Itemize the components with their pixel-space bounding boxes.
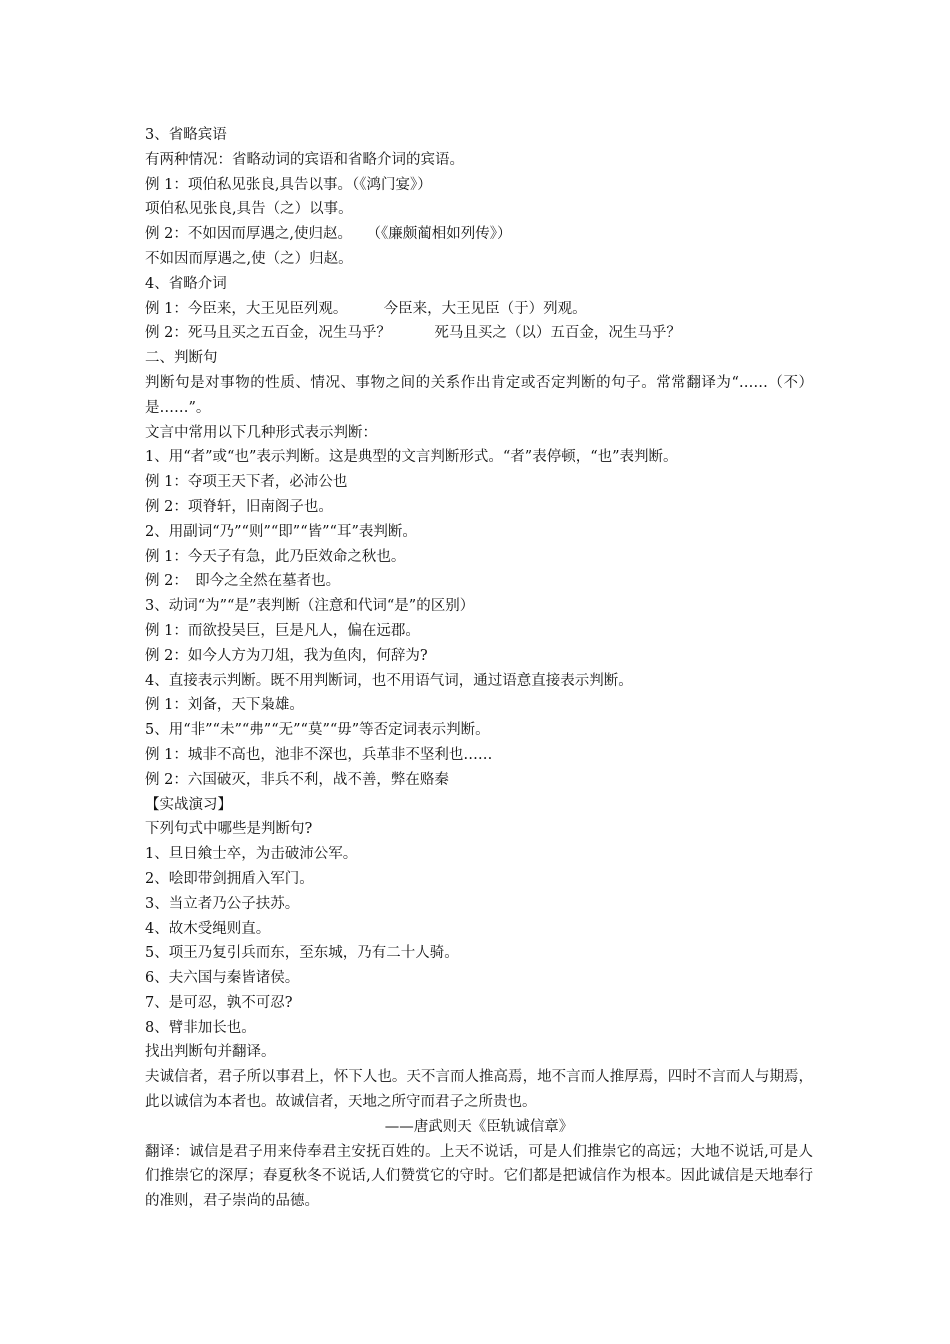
example-line: 例 2：不如因而厚遇之,使归赵。 （《廉颇蔺相如列传》） [145, 226, 512, 243]
question-item: 3、当立者乃公子扶苏。 [145, 895, 300, 912]
question-item: 5、项王乃复引兵而东，至东城，乃有二十人骑。 [145, 945, 459, 962]
rule-line: 5、用“非”“未”“弗”“无”“莫”“毋”等否定词表示判断。 [145, 722, 490, 739]
example-line: 例 1：刘备，天下枭雄。 [145, 697, 304, 714]
heading-omit-object: 3、省略宾语 [145, 127, 227, 143]
heading-omit-preposition: 4、省略介词 [145, 275, 227, 292]
paragraph: 文言中常用以下几种形式表示判断： [145, 424, 377, 441]
question: 下列句式中哪些是判断句? [145, 821, 313, 838]
rule-line: 3、动词“为”“是”表判断（注意和代词“是”的区别） [145, 598, 475, 615]
question: 找出判断句并翻译。 [145, 1044, 276, 1061]
classical-passage: 夫诚信者，君子所以事君上，怀下人也。天不言而人推高焉，地不言而人推厚焉，四时不言而人与期焉，此以诚信为本者也。故诚信者，天地之所守而君子之所贵也。 [145, 1069, 813, 1111]
example-line: 例 2：死马且买之五百金，况生马乎？ 死马且买之（以）五百金，况生马乎？ [145, 325, 681, 342]
paragraph: 判断句是对事物的性质、情况、事物之间的关系作出肯定或否定判断的句子。常常翻译为“……（不）是……”。 [145, 374, 813, 416]
example-line: 例 1：今天子有急，此乃臣效命之秋也。 [145, 548, 406, 565]
document-page [145, 123, 813, 1214]
example-line: 例 1：城非不高也，池非不深也，兵革非不坚利也…… [145, 746, 493, 763]
example-line: 例 1：而欲投吴巨，巨是凡人，偏在远郡。 [145, 622, 420, 639]
paragraph: 有两种情况：省略动词的宾语和省略介词的宾语。 [145, 151, 464, 168]
example-line: 例 2： 即今之全然在墓者也。 [145, 573, 341, 590]
translation-paragraph: 翻译：诚信是君子用来侍奉君主安抚百姓的。上天不说话，可是人们推崇它的高远；大地不说话,可是人们推崇它的深厚；春夏秋冬不说话,人们赞赏它的守时。它们都是把诚信作为根本。因此诚信是天地奉行的准则，君子崇尚的品德。 [145, 1143, 813, 1210]
example-line: 项伯私见张良,具告（之）以事。 [145, 201, 353, 218]
question-item: 2、哙即带剑拥盾入军门。 [145, 870, 314, 887]
example-line: 例 1：今臣来，大王见臣列观。 今臣来，大王见臣（于）列观。 [145, 300, 587, 317]
example-line: 例 1：项伯私见张良,具告以事。（《鸿门宴》） [145, 176, 432, 193]
question-item: 6、夫六国与秦皆诸侯。 [145, 970, 300, 987]
heading-judgment-sentence: 二、判断句 [145, 350, 218, 367]
question-item: 1、旦日飨士卒，为击破沛公军。 [145, 846, 358, 863]
question-item: 7、是可忍，孰不可忍? [145, 994, 293, 1011]
example-line: 例 2：六国破灭，非兵不利，战不善，弊在赂秦 [145, 771, 449, 788]
rule-line: 4、直接表示判断。既不用判断词，也不用语气词，通过语意直接表示判断。 [145, 672, 633, 689]
example-line: 例 2：项脊轩，旧南阁子也。 [145, 498, 333, 515]
rule-line: 2、用副词“乃”“则”“即”“皆”“耳”表判断。 [145, 523, 417, 540]
example-line: 例 2：如今人方为刀俎，我为鱼肉，何辞为? [145, 647, 428, 664]
example-line: 不如因而厚遇之,使（之）归赵。 [145, 250, 353, 267]
question-item: 8、臂非加长也。 [145, 1019, 256, 1036]
example-line: 例 1：夺项王天下者，必沛公也 [145, 474, 348, 491]
passage-source: ——唐武则天《臣轨诚信章》 [384, 1118, 574, 1135]
question-item: 4、故木受绳则直。 [145, 920, 271, 937]
rule-line: 1、用“者”或“也”表示判断。这是典型的文言判断形式。“者”表停顿，“也”表判断。 [145, 449, 678, 466]
section-heading-practice: 【实战演习】 [145, 796, 232, 813]
